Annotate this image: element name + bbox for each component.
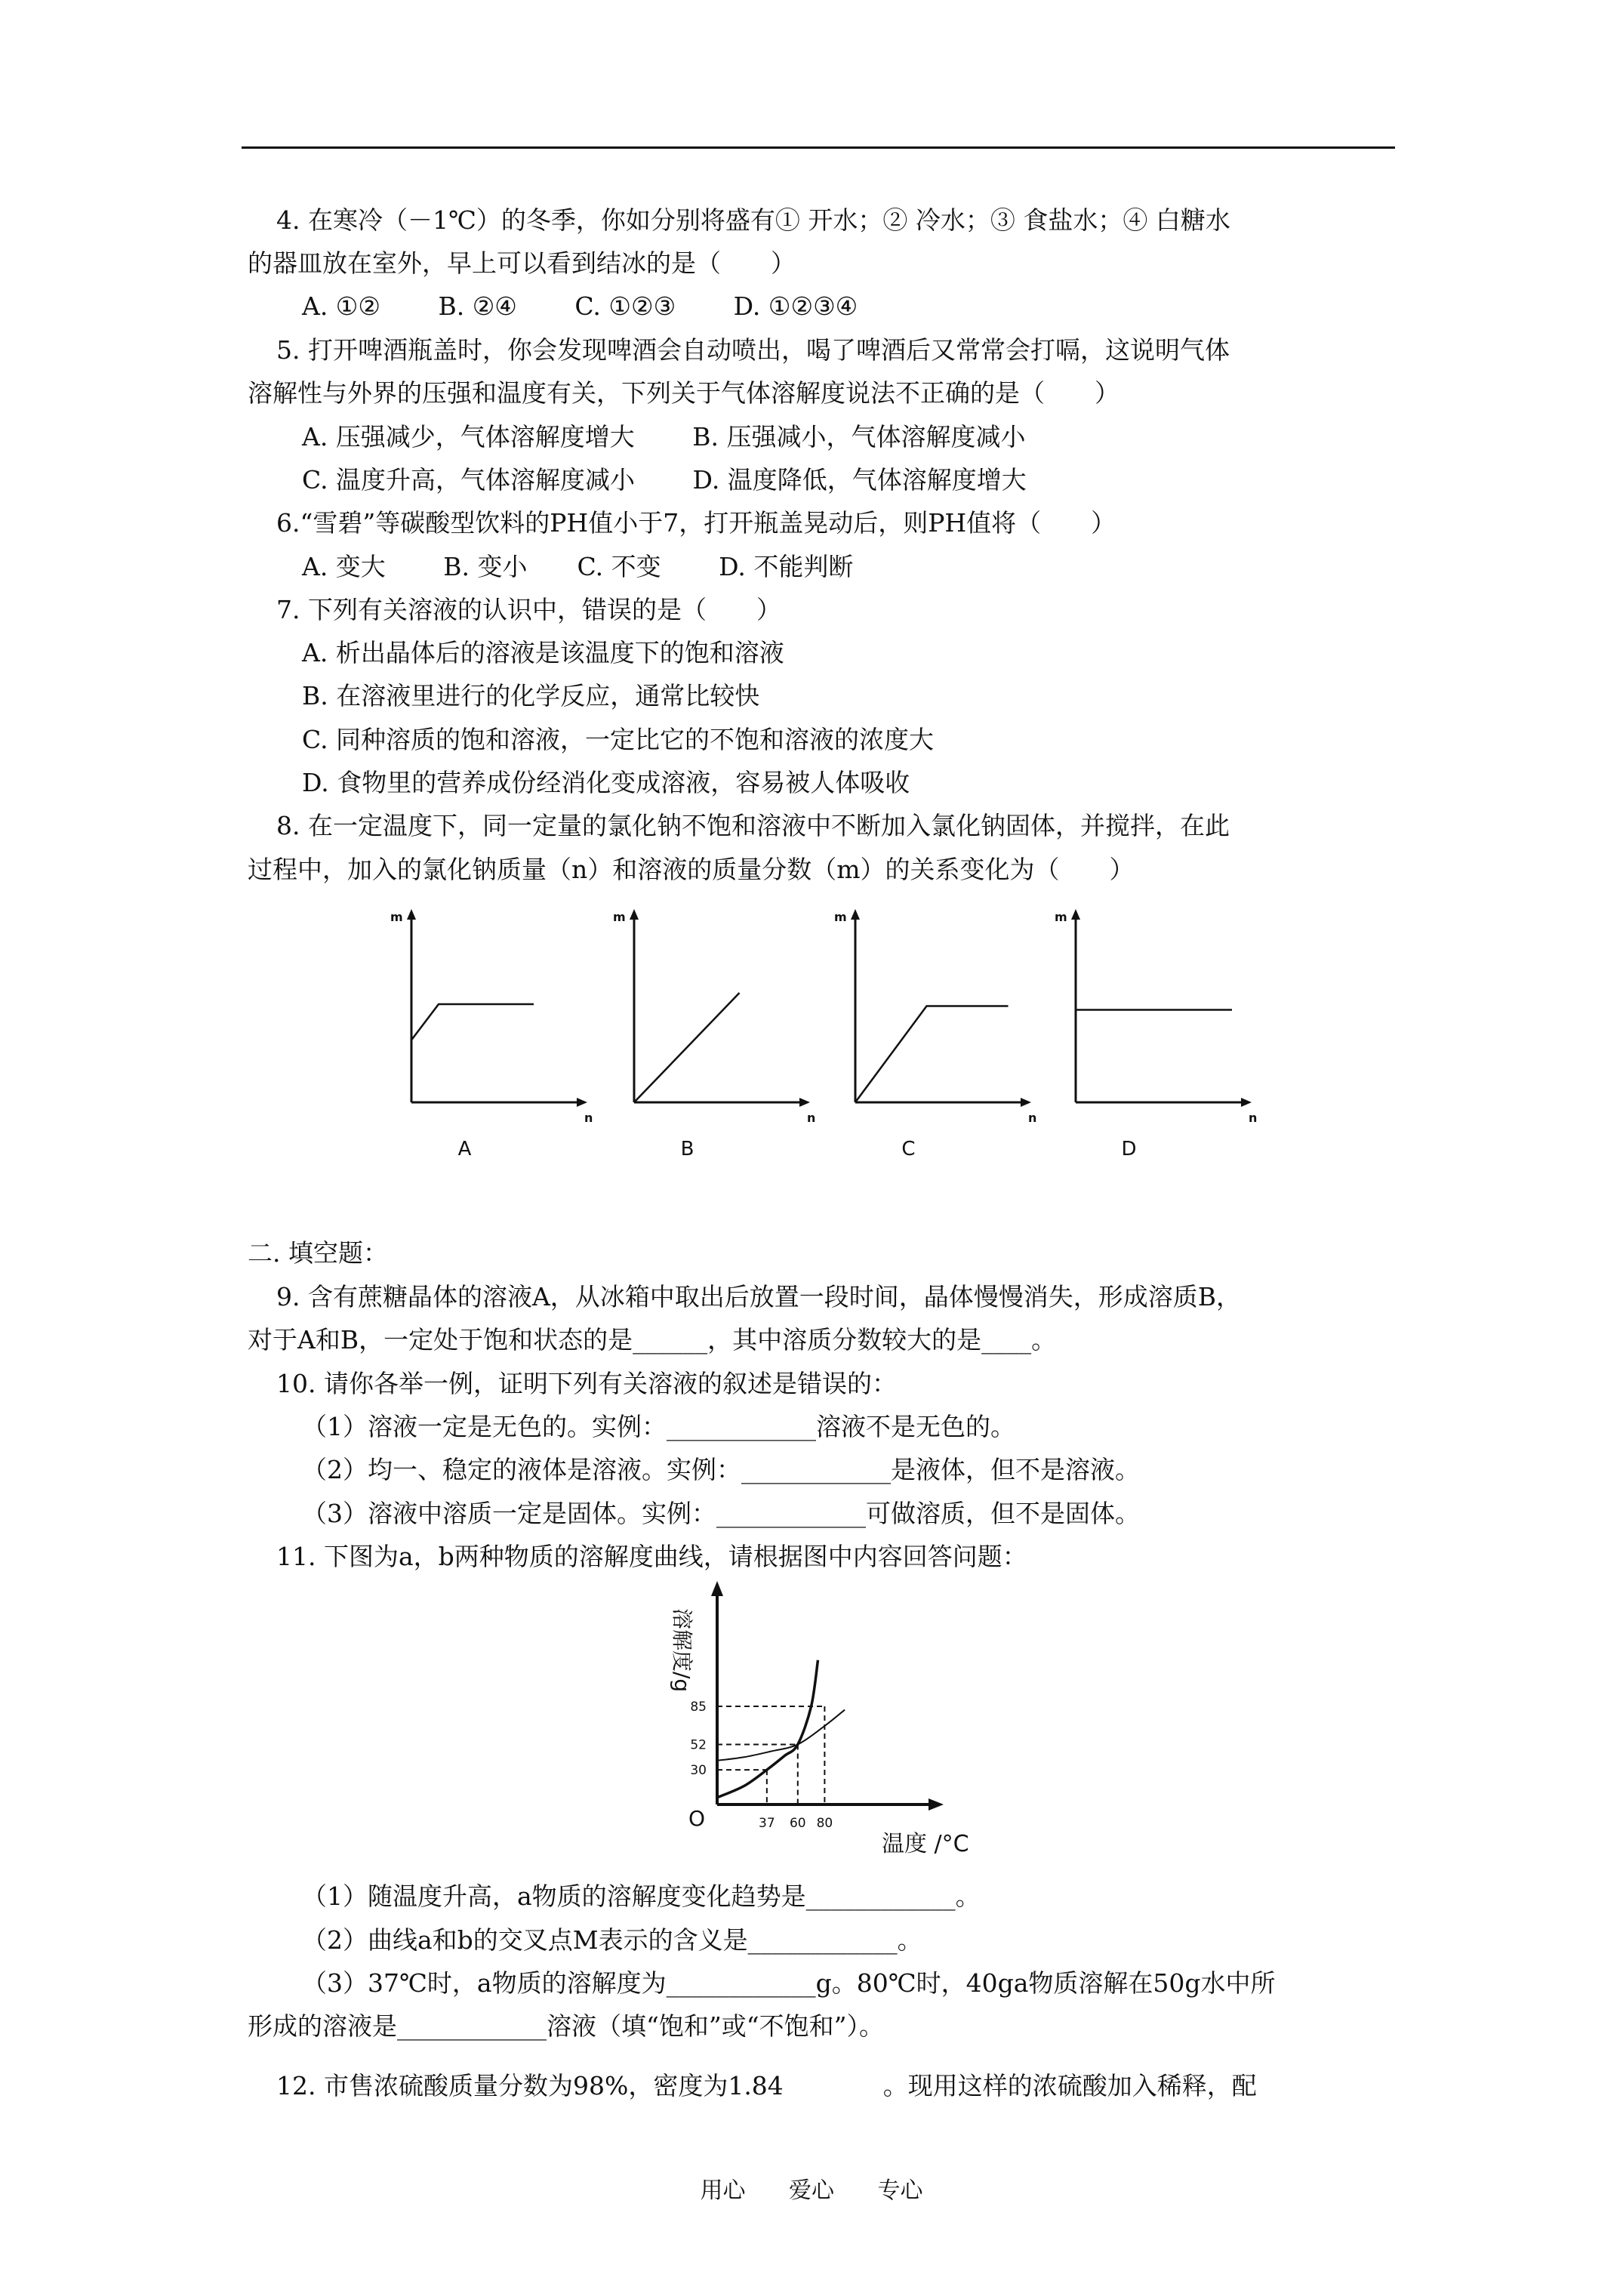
q8-line1: 8. 在一定温度下，同一定量的氯化钠不饱和溶液中不断加入氯化钠固体，并搅拌，在此 [276, 811, 1230, 840]
q4-options: A. ①② B. ②④ C. ①②③ D. ①②③④ [302, 291, 858, 321]
q9-line1: 9. 含有蔗糖晶体的溶液A，从冰箱中取出后放置一段时间，晶体慢慢消失，形成溶质B， [276, 1282, 1242, 1311]
mini-charts [370, 906, 1298, 1178]
sol-x-tick-label: 60 [789, 1816, 806, 1831]
q7-option-d: D. 食物里的营养成份经消化变成溶液，容易被人体吸收 [302, 768, 910, 797]
mini-chart-curve [855, 1006, 1009, 1103]
q5-options-cd: C. 温度升高，气体溶解度减小 D. 温度降低，气体溶解度增大 [302, 465, 1027, 495]
sol-y-tick-label: 85 [690, 1699, 707, 1715]
q4-line1: 4. 在寒冷（－1℃）的冬季，你如分别将盛有① 开水；② 冷水；③ 食盐水；④ 白糖水 [276, 205, 1230, 235]
q4-line2: 的器皿放在室外，早上可以看到结冰的是（ ） [248, 248, 796, 278]
footer-text-2: 爱心 [789, 2177, 834, 2204]
mini-chart-y-arrow [407, 909, 416, 920]
mini-chart-y-label: m [390, 910, 403, 924]
q11-stem: 11. 下图为a，b两种物质的溶解度曲线，请根据图中内容回答问题： [276, 1542, 1027, 1571]
section2-title: 二. 填空题： [248, 1238, 388, 1268]
q5-line1: 5. 打开啤酒瓶盖时，你会发现啤酒会自动喷出，喝了啤酒后又常常会打嗝，这说明气体 [276, 335, 1230, 365]
mini-chart-x-label: n [1249, 1111, 1258, 1125]
mini-chart-y-arrow [630, 909, 639, 920]
q6-line1: 6.“雪碧”等碳酸型饮料的PH值小于7，打开瓶盖晃动后，则PH值将（ ） [276, 508, 1116, 538]
q5-line2: 溶解性与外界的压强和温度有关，下列关于气体溶解度说法不正确的是（ ） [248, 378, 1119, 408]
q6-options: A. 变大 B. 变小 C. 不变 D. 不能判断 [302, 552, 854, 581]
q11-sub2: （2）曲线a和b的交叉点M表示的含义是____________。 [302, 1925, 922, 1955]
mini-chart-y-arrow [1071, 909, 1080, 920]
q10-sub2: （2）均一、稳定的液体是溶液。实例：____________是液体，但不是溶液。 [302, 1455, 1140, 1484]
q5-options-ab: A. 压强减少，气体溶解度增大 B. 压强减小，气体溶解度减小 [302, 422, 1026, 451]
mini-chart-panel-label: A [457, 1138, 472, 1160]
mini-chart-x-label: n [584, 1111, 593, 1125]
mini-chart-x-label: n [807, 1111, 816, 1125]
header-rule [242, 146, 1395, 149]
sol-x-tick-label: 80 [816, 1816, 833, 1831]
mini-chart-y-label: m [834, 910, 847, 924]
page-footer [0, 2176, 1623, 2206]
mini-chart-x-arrow [799, 1098, 810, 1107]
mini-chart-curve [634, 993, 740, 1102]
sol-curve-2 [717, 1710, 845, 1761]
solubility-chart [627, 1578, 1019, 1865]
sol-y-tick-label: 52 [690, 1737, 707, 1753]
sol-origin-label: O [688, 1806, 706, 1831]
mini-chart-panel-label: C [901, 1138, 916, 1160]
q10-stem: 10. 请你各举一例，证明下列有关溶液的叙述是错误的： [276, 1369, 897, 1398]
q7-option-a: A. 析出晶体后的溶液是该温度下的饱和溶液 [302, 638, 784, 667]
mini-chart-x-label: n [1028, 1111, 1037, 1125]
q12-line1: 12. 市售浓硫酸质量分数为98%，密度为1.84 。现用这样的浓硫酸加入稀释，配 [276, 2071, 1257, 2100]
footer-text-3: 专心 [877, 2177, 923, 2204]
q9-line2: 对于A和B，一定处于饱和状态的是______，其中溶质分数较大的是____。 [248, 1325, 1057, 1354]
mini-chart-y-label: m [613, 910, 626, 924]
q10-sub3: （3）溶液中溶质一定是固体。实例：____________可做溶质，但不是固体。 [302, 1499, 1140, 1528]
footer-text-1: 用心 [700, 2177, 746, 2204]
q8-line2: 过程中，加入的氯化钠质量（n）和溶液的质量分数（m）的关系变化为（ ） [248, 855, 1135, 884]
sol-y-axis-label: 溶解度/g [670, 1608, 694, 1693]
mini-chart-curve [411, 1004, 534, 1040]
mini-chart-x-arrow [1241, 1098, 1252, 1107]
q7-option-b: B. 在溶液里进行的化学反应，通常比较快 [302, 681, 760, 710]
q7-stem: 7. 下列有关溶液的认识中，错误的是（ ） [276, 595, 781, 624]
sol-curve-1 [717, 1660, 818, 1798]
q11-sub3b: 形成的溶液是____________溶液（填“饱和”或“不饱和”）。 [248, 2011, 884, 2041]
q10-sub1: （1）溶液一定是无色的。实例：____________溶液不是无色的。 [302, 1412, 1015, 1441]
q7-option-c: C. 同种溶质的饱和溶液，一定比它的不饱和溶液的浓度大 [302, 725, 935, 754]
mini-chart-x-arrow [1021, 1098, 1031, 1107]
mini-chart-y-label: m [1055, 910, 1067, 924]
q11-sub3a: （3）37℃时，a物质的溶解度为____________g。80℃时，40ga物质溶解在50g水中所 [302, 1968, 1276, 1998]
sol-x-arrow [929, 1798, 944, 1811]
q11-sub1: （1）随温度升高，a物质的溶解度变化趋势是____________。 [302, 1881, 981, 1911]
mini-chart-y-arrow [851, 909, 860, 920]
mini-chart-panel-label: B [680, 1138, 694, 1160]
mini-chart-x-arrow [577, 1098, 587, 1107]
sol-x-axis-label: 温度 /°C [882, 1831, 969, 1857]
mini-chart-panel-label: D [1121, 1138, 1137, 1160]
sol-y-tick-label: 30 [690, 1763, 707, 1779]
sol-y-arrow [711, 1581, 723, 1596]
sol-x-tick-label: 37 [759, 1816, 775, 1831]
